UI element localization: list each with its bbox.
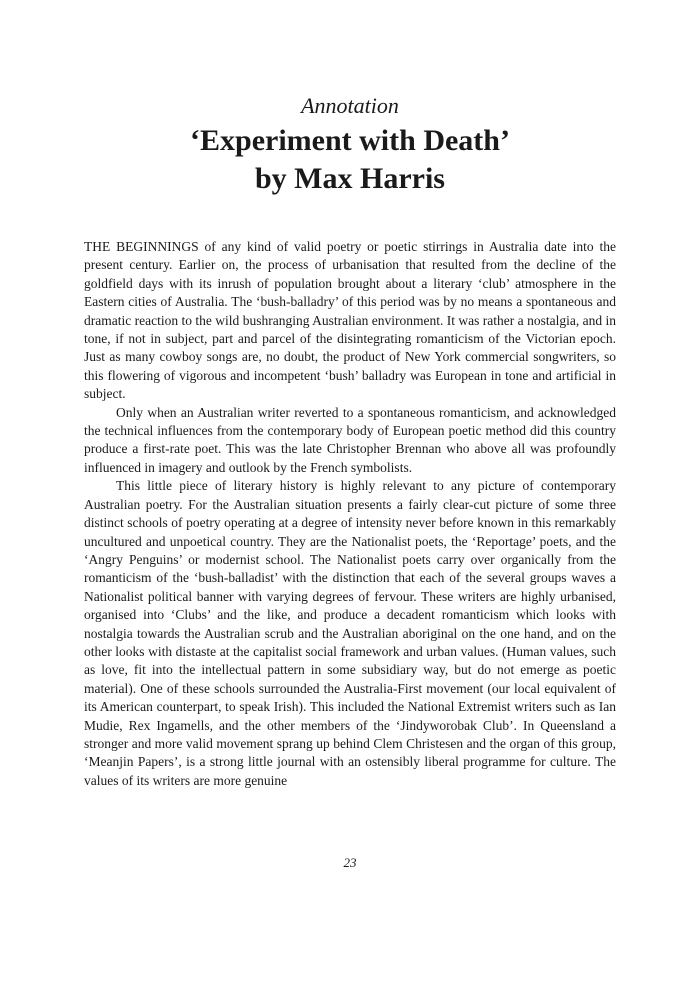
article-byline: by Max Harris <box>255 162 445 195</box>
article-title: ‘Experiment with Death’ <box>190 124 510 157</box>
section-kicker: Annotation <box>301 93 399 118</box>
article-body <box>84 238 616 790</box>
body-paragraph-2: Only when an Australian writer reverted to a spontaneous romanticism, and acknowledged the technical influences from the contemporary body of European poetic method did this country produce a first-rate poet. This was the late Christopher Brennan who above all was profoundly influenced in imagery and outlook by the French symbolists. <box>84 404 616 475</box>
body-paragraph-3: This little piece of literary history is highly relevant to any picture of contemporary Australian poetry. For the Australian situation presents a fairly clear-cut picture of some three distinct schools of poetry operating at a degree of intensity never before known in this remarkably uncultured and unpoetical country. They are the Nationalist poets, the ‘Reportage’ poets, and the ‘Angry Penguins’ or modernist school. The Nationalist poets carry over organically from the romanticism of the ‘bush-balladist’ with the distinction that each of the several groups waves a Nationalist political banner with varying degrees of fervour. These writers are highly urbanised, organised into ‘Clubs’ and the like, and produce a decadent romanticism which looks with nostalgia towards the Australian scrub and the Australian aboriginal on the one hand, and on the other looks with distaste at the capitalist social framework and urban values. (Human values, such as love, fit into the intellectual pattern in some subsidiary way, but do not emerge as poetic material). One of these schools surrounded the Australia-First movement (our local equivalent of its American counterpart, to speak Irish). This included the National Extremist writers such as Ian Mudie, Rex Ingamells, and the other members of the ‘Jindyworobak Club’. In Queensland a stronger and more valid movement sprang up behind Clem Christesen and the organ of this group, ‘Meanjin Papers’, is a strong little journal with an ostensibly liberal programme for culture. The values of its writers are more genuine <box>84 478 616 788</box>
body-paragraph-1: THE BEGINNINGS of any kind of valid poetry or poetic stirrings in Australia date into the present century. Earlier on, the process of urbanisation that resulted from the decline of the goldfield days with its inrush of population brought about a literary ‘club’ atmosphere in the Eastern cities of Australia. The ‘bush-balladry’ of this period was by no means a spontaneous and dramatic reaction to the wild bushranging Australian environment. It was rather a nostalgia, and in tone, if not in subject, part and parcel of the disintegrating romanticism of the Victorian epoch. Just as many cowboy songs are, no doubt, the product of New York commercial songwriters, so this flowering of vigorous and incompetent ‘bush’ balladry was European in tone and artificial in subject. <box>84 239 616 402</box>
page-number: 23 <box>343 855 357 870</box>
article-heading <box>0 92 700 198</box>
